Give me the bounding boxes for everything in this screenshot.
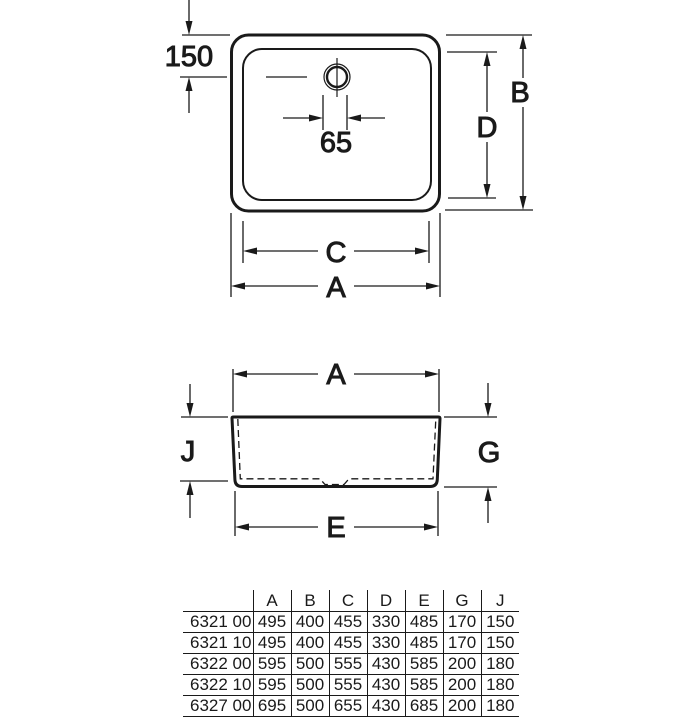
cell-value: 455 [329, 612, 367, 633]
dim-label-D: D [476, 112, 498, 144]
cell-model: 6321 00 [190, 612, 252, 631]
top-view [165, 0, 533, 304]
arrow-up-icon [187, 481, 194, 495]
arrow-right-icon [425, 371, 439, 378]
dim-label-150: 150 [164, 41, 214, 73]
dim-label-G: G [477, 437, 501, 469]
arrow-up-icon [520, 35, 527, 49]
arrow-down-icon [484, 184, 491, 198]
cell-value: 430 [367, 654, 405, 675]
arrow-right-icon [424, 524, 438, 531]
cell-value: 585 [405, 654, 443, 675]
cell-value: 150 [481, 633, 519, 654]
cell-value: 595 [253, 675, 291, 696]
dim-label-A-top: A [326, 272, 346, 304]
arrow-up-icon [186, 77, 193, 91]
dim-label-65: 65 [319, 127, 353, 159]
dim-label-E: E [326, 512, 346, 544]
table-row [183, 696, 519, 717]
arrow-left-icon [233, 371, 247, 378]
arrow-down-icon [187, 403, 194, 417]
table-row [183, 612, 519, 633]
cell-value: 200 [443, 675, 481, 696]
arrow-left-icon [243, 248, 257, 255]
cell-model: 6321 10 [190, 633, 252, 652]
cell-value: 180 [481, 654, 519, 675]
dim-label-C: C [325, 237, 347, 269]
cell-value: 495 [253, 612, 291, 633]
sink-outer-rim [232, 35, 440, 211]
cell-value: 180 [481, 675, 519, 696]
cell-value: 400 [291, 633, 329, 654]
arrow-down-icon [485, 403, 492, 417]
cell-value: 200 [443, 654, 481, 675]
col-header-J: J [481, 590, 519, 612]
col-header-model [183, 590, 253, 612]
dim-label-A-side: A [326, 359, 346, 391]
cell-value: 180 [481, 696, 519, 717]
dim-label-J: J [180, 436, 196, 468]
cell-value: 485 [405, 612, 443, 633]
cell-value: 485 [405, 633, 443, 654]
cell-value: 500 [291, 696, 329, 717]
col-header-A: A [253, 590, 291, 612]
col-header-E: E [405, 590, 443, 612]
arrow-down-icon [520, 196, 527, 210]
cell-value: 430 [367, 675, 405, 696]
cell-value: 655 [329, 696, 367, 717]
col-header-D: D [367, 590, 405, 612]
arrow-up-icon [485, 487, 492, 501]
arrow-up-icon [484, 52, 491, 66]
side-view [180, 359, 500, 544]
cell-value: 330 [367, 612, 405, 633]
cell-value: 330 [367, 633, 405, 654]
header-row [183, 590, 519, 612]
arrow-right-icon [426, 283, 440, 290]
arrow-right-icon [415, 248, 429, 255]
cell-value: 500 [291, 654, 329, 675]
col-header-B: B [291, 590, 329, 612]
col-header-G: G [443, 590, 481, 612]
cell-value: 170 [443, 612, 481, 633]
cell-value: 555 [329, 654, 367, 675]
cell-value: 500 [291, 675, 329, 696]
cell-value: 150 [481, 612, 519, 633]
cell-value: 585 [405, 675, 443, 696]
table-row [183, 654, 519, 675]
cell-value: 495 [253, 633, 291, 654]
cell-model: 6327 00 [190, 696, 252, 715]
table-row [183, 633, 519, 654]
dimensions-spec-table [183, 590, 519, 717]
col-header-C: C [329, 590, 367, 612]
cell-value: 400 [291, 612, 329, 633]
sink-side-profile [232, 417, 440, 487]
arrow-left-icon [231, 283, 245, 290]
cell-value: 695 [253, 696, 291, 717]
cell-model: 6322 00 [190, 654, 252, 673]
cell-value: 170 [443, 633, 481, 654]
cell-model: 6322 10 [190, 675, 252, 694]
arrow-left-icon [235, 524, 249, 531]
cell-value: 430 [367, 696, 405, 717]
cell-value: 200 [443, 696, 481, 717]
dim-label-B: B [510, 77, 530, 109]
cell-value: 555 [329, 675, 367, 696]
cell-value: 685 [405, 696, 443, 717]
arrow-down-icon [186, 21, 193, 35]
cell-value: 455 [329, 633, 367, 654]
table-row [183, 675, 519, 696]
cell-value: 595 [253, 654, 291, 675]
